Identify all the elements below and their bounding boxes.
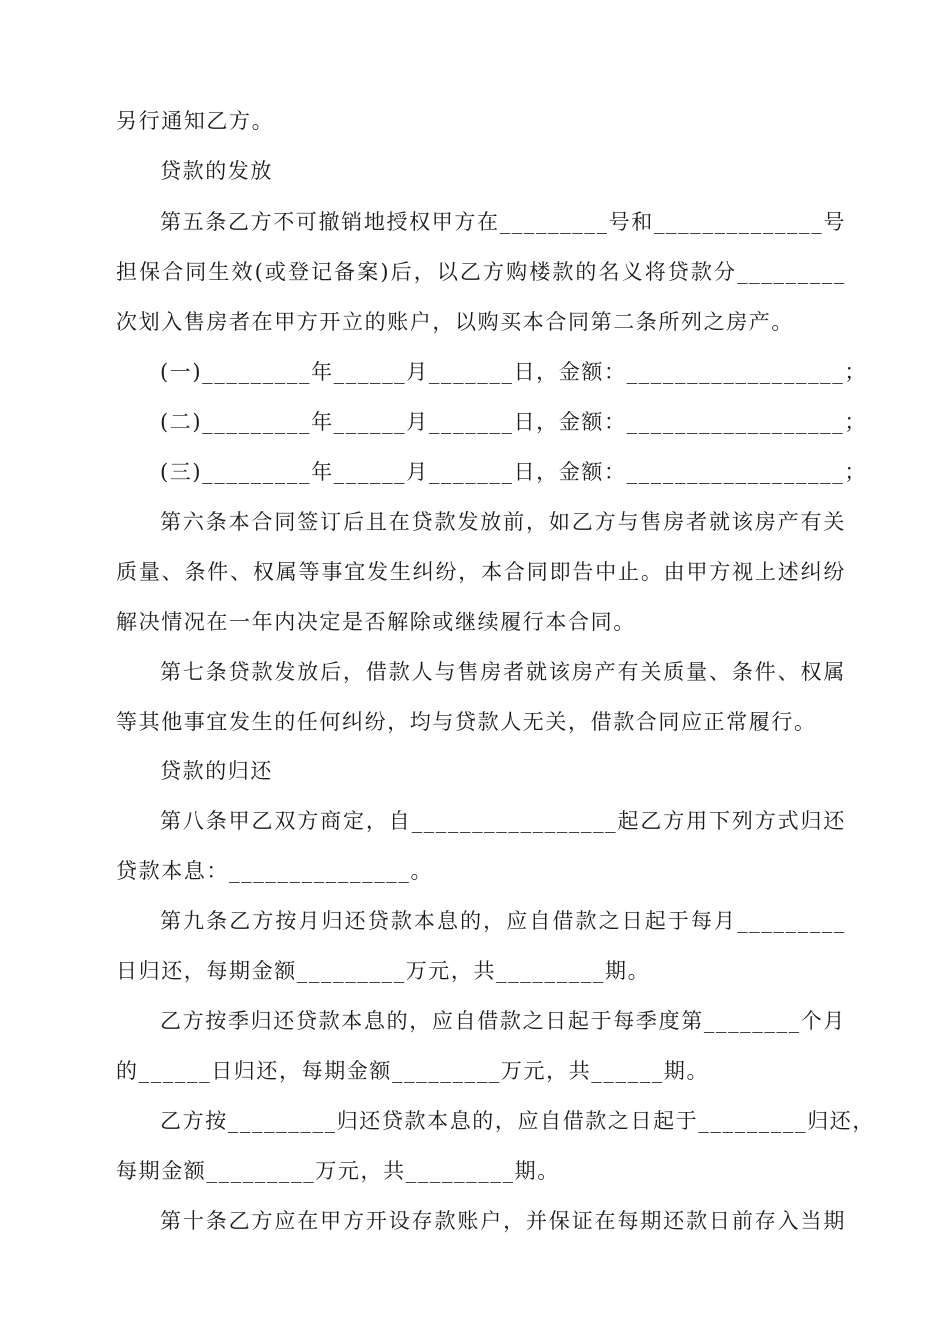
article-6-line-3: 解决情况在一年内决定是否解除或继续履行本合同。 [116,610,636,634]
paragraph-line-continuation: 另行通知乙方。 [116,109,275,133]
article-6-line-2: 质量、条件、权属等事宜发生纠纷，本合同即告中止。由甲方视上述纠纷 [116,560,846,584]
disbursement-item-2: (二)_________年______月_______日，金额：__________________； [160,410,867,434]
article-7-line-1: 第七条贷款发放后，借款人与售房者就该房产有关质量、条件、权属 [160,660,846,684]
article-7-line-2: 等其他事宜发生的任何纠纷，均与贷款人无关，借款合同应正常履行。 [116,710,817,734]
article-9-line-2: 日归还，每期金额_________万元，共_________期。 [116,959,651,983]
section-heading-loan-repayment: 贷款的归还 [160,759,273,783]
other-repayment-line-1: 乙方按_________归还贷款本息的，应自借款之日起于_________归还， [160,1109,875,1133]
article-5-line-2: 担保合同生效(或登记备案)后，以乙方购楼款的名义将贷款分_________ [116,260,846,284]
quarterly-repayment-line-2: 的______日归还，每期金额_________万元，共______期。 [116,1059,710,1083]
section-heading-loan-disbursement: 贷款的发放 [160,159,273,183]
article-5-line-1: 第五条乙方不可撤销地授权甲方在_________号和______________号 [160,210,846,234]
quarterly-repayment-line-1: 乙方按季归还贷款本息的，应自借款之日起于每季度第________个月 [160,1009,846,1033]
disbursement-item-1: (一)_________年______月_______日，金额：__________________； [160,360,867,384]
article-6-line-1: 第六条本合同签订后且在贷款发放前，如乙方与售房者就该房产有关 [160,510,846,534]
article-9-line-1: 第九条乙方按月归还贷款本息的，应自借款之日起于每月_________ [160,909,846,933]
article-8-line-2: 贷款本息：_______________。 [116,859,434,883]
disbursement-item-3: (三)_________年______月_______日，金额：__________________； [160,460,867,484]
article-8-line-1: 第八条甲乙双方商定，自_________________起乙方用下列方式归还 [160,809,846,833]
other-repayment-line-2: 每期金额_________万元，共_________期。 [116,1159,560,1183]
article-10-line-1: 第十条乙方应在甲方开设存款账户，并保证在每期还款日前存入当期 [160,1209,846,1233]
article-5-line-3: 次划入售房者在甲方开立的账户，以购买本合同第二条所列之房产。 [116,310,794,334]
